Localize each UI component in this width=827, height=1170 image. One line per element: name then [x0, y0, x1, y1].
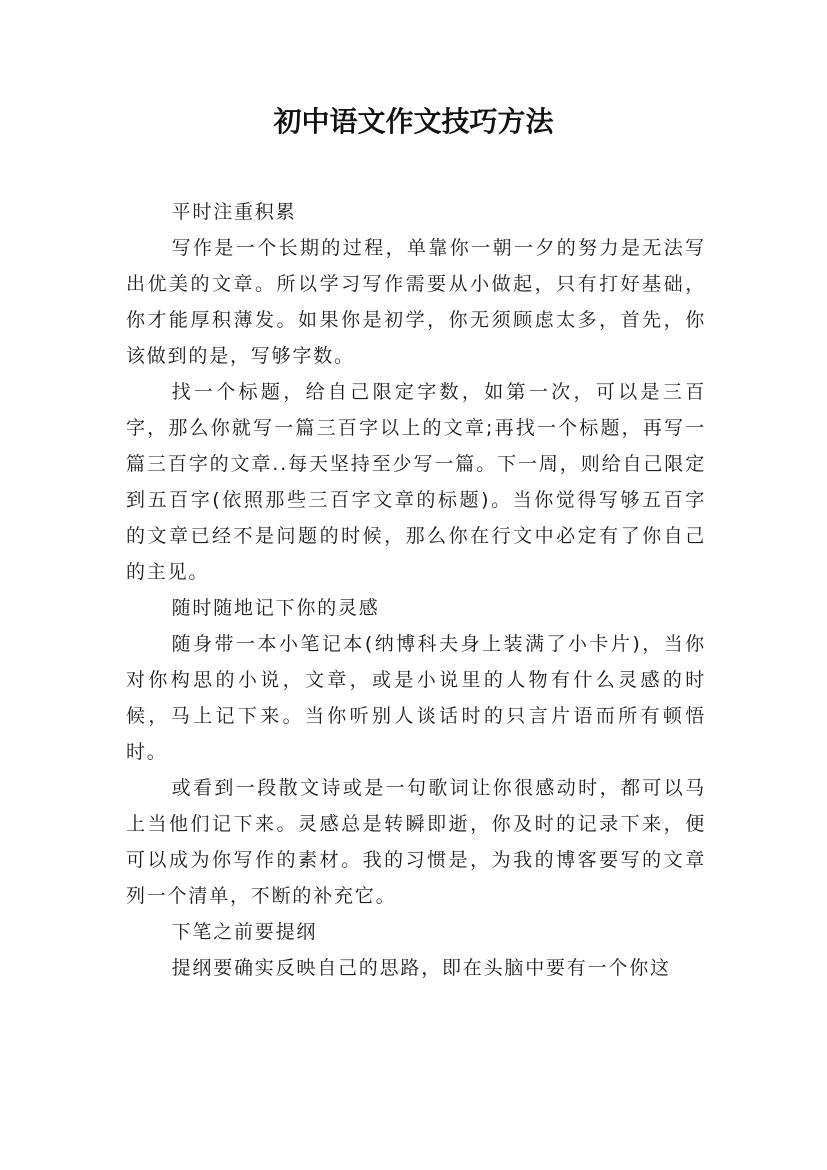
- paragraph: 写作是一个长期的过程，单靠你一朝一夕的努力是无法写出优美的文章。所以学习写作需要从小做起，只有打好基础，你才能厚积薄发。如果你是初学，你无须顾虑太多，首先，你该做到的是，写够字数。: [126, 237, 706, 367]
- document-title: 初中语文作文技巧方法: [273, 105, 554, 138]
- section-heading-outline: 下笔之前要提纲: [171, 921, 318, 943]
- section-heading-inspiration: 随时随地记下你的灵感: [171, 597, 380, 619]
- paragraph: 或看到一段散文诗或是一句歌词让你很感动时，都可以马上当他们记下来。灵感总是转瞬即逝，你及时的记录下来，便可以成为你写作的素材。我的习惯是，为我的博客要写的文章列一个清单，不断的补充它。: [126, 777, 706, 907]
- document-body: [126, 194, 706, 986]
- paragraph: 提纲要确实反映自己的思路，即在头脑中要有一个你这: [171, 957, 671, 979]
- paragraph: 随身带一本小笔记本(纳博科夫身上装满了小卡片)，当你对你构思的小说，文章，或是小说里的人物有什么灵感的时候，马上记下来。当你听别人谈话时的只言片语而所有顿悟时。: [126, 633, 706, 763]
- section-heading-accumulation: 平时注重积累: [171, 201, 297, 223]
- paragraph: 找一个标题，给自己限定字数，如第一次，可以是三百字，那么你就写一篇三百字以上的文章;再找一个标题，再写一篇三百字的文章..每天坚持至少写一篇。下一周，则给自己限定到五百字(依照那些三百字文章的标题)。当你觉得写够五百字的文章已经不是问题的时候，那么你在行文中必定有了你自己的主见。: [126, 381, 706, 583]
